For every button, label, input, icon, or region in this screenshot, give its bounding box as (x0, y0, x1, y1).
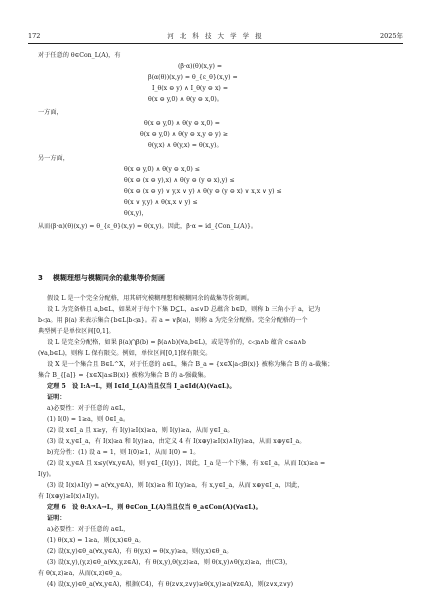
text-line: 典型例子是单位区间[0,1]。 (38, 328, 115, 335)
text-line: (∀a,b∈L)，则称 L 保有限交。例如，单位区间[0,1]保有限交。 (38, 350, 212, 357)
theorem-5: 定理 5 设 I:A→L，则 I∈Id_L(A)当且仅当 I_a∈Id(A)(∀a∈L)。 (47, 383, 236, 390)
text-line: 对于任意的 θ∈Con_L(A)，有 (38, 52, 121, 59)
section-number: 3 (38, 274, 43, 282)
proof-label: 证明： (47, 394, 66, 401)
text-line: a)必要性：对于任意的 a∈L， (47, 526, 130, 533)
equation-line: (β·α)(θ)(x,y) = (178, 63, 223, 70)
text-line: b)充分性：(1) 设 a = 1，则 I(0)≥1，从而 I(0) = 1。 (47, 449, 200, 456)
equation-line: θ(x ⊖ y,0) ∧ θ(y ⊖ x,0) ≤ (124, 166, 200, 173)
text-line: a)必要性：对于任意的 a∈L， (47, 405, 130, 412)
journal-name: 河 北 科 技 大 学 学 报 (167, 32, 264, 40)
text-line: 有 I(x⊕y)≥I(x)∧I(y)。 (38, 493, 104, 500)
text-line: (3) 设(x,y),(y,z)∈θ_a(∀x,y,z∈A)，有 θ(x,y),θ(y,z)≥a，则 θ(x,y)∧θ(y,z)≥a，由(C3)， (47, 559, 292, 566)
equation-line: θ(y,x) ∧ θ(y,x) = θ(x,y)。 (148, 142, 223, 149)
text-line: (2) 设(x,y)∈θ_a(∀x,y∈A)，有 θ(y,x) = θ(x,y)≥a，则(y,x)∈θ_a。 (47, 548, 233, 555)
proof-label: 证明： (47, 515, 66, 522)
text-line: (2) 设 x,y∈A 且 x≤y(∀x,y∈A)，则 y∈I_{I(y)}，因此，I_a 是一个下集，有 x∈I_a，从而 I(x)≥a = (47, 460, 326, 467)
equation-line: θ(x ⊖ (x ⊖ y) ∨ y,x ∨ y) ∧ θ(y ⊖ (y ⊖ x) ∨ x,x ∨ y) ≤ (124, 188, 282, 195)
section-heading (38, 273, 165, 283)
text-line: (3) 设 x,y∈I_a，有 I(x)≥a 和 I(y)≥a，由定义 4 有 I(x⊕y)≥I(x)∧I(y)≥a，从而 x⊕y∈I_a。 (47, 438, 306, 445)
text-line: 设 X 是一个集合且 B∈L^X，对于任意的 a∈L，集合 B_a = {x∈X|a◁B(x)} 被称为集合 B 的 a-截集； (47, 361, 334, 368)
text-line: (1) θ(x,x) = 1≥a，则(x,x)∈θ_a。 (47, 537, 145, 544)
text-line: 一方面， (38, 109, 63, 116)
equation-line: θ(x ⊖ y,0) ∧ θ(y ⊖ x,0) = (144, 120, 220, 127)
text-line: b◁a。用 β(a) 来表示集合{b∈L|b◁a}。若 a = ∨β(a)，则称 a 为完全分配格。完全分配格的一个 (38, 317, 308, 324)
text-line: 设 L 是完全分配格，如果 β(a)⋂β(b) = β(a∧b)(∀a,b∈L)，或是等价的，c◁a∧b 蕴含 c≤a∧b (47, 339, 306, 346)
page-number: 172 (28, 32, 41, 40)
text-line: I(y)。 (38, 471, 55, 478)
equation-line: θ(x ⊖ y,0) ∧ θ(y ⊖ x,y ⊖ y) ≥ (140, 131, 229, 138)
section-title: 模糊理想与模糊同余的截集等价刻画 (52, 274, 165, 282)
theorem-6: 定理 6 设 θ:A×A→L，则 θ∈Con_L(A)当且仅当 θ_a∈Con(A)(∀a∈L)。 (47, 504, 262, 511)
equation-line: θ(x ⊖ y,0) ∧ θ(y ⊖ x,0)。 (148, 96, 223, 103)
text-line: 假设 L 是一个完全分配格，用其研究模糊理想和模糊同余的截集等价刻画。 (47, 295, 254, 302)
running-header (28, 31, 403, 42)
equation-line: I_θ(x ⊖ y) ∧ I_θ(y ⊖ x) = (152, 85, 229, 92)
header-rule (28, 43, 403, 44)
equation-line: θ(x ⊖ (x ⊖ y),x) ∧ θ(y ⊖ (y ⊖ x),y) ≤ (124, 177, 235, 184)
text-line: 设 L 为完备格且 a,b∈L，如果对于每个下集 D⊆L，a≤∨D 总蕴含 b∈D，则称 b 三角小于 a，记为 (47, 306, 321, 313)
text-line: (2) 设 x∈I_a 且 x≥y，有 I(y)≥I(x)≥a，则 I(y)≥a，从而 y∈I_a。 (47, 427, 234, 434)
equation-line: θ(x ∨ y,y) ∧ θ(x,x ∨ y) ≤ (124, 199, 198, 206)
text-line: (1) I(0) = 1≥a，则 0∈I_a。 (47, 416, 130, 423)
text-line: (3) 设 I(x)∧I(y) = a(∀x,y∈A)，则 I(x)≥a 和 I(y)≥a，有 x,y∈I_a，从而 x⊕y∈I_a，因此， (47, 482, 304, 489)
equation-line: β(α(θ))(x,y) = θ_{ε_θ}(x,y) = (148, 74, 238, 81)
equation-line: θ(x,y)， (124, 210, 148, 217)
year: 2025年 (379, 32, 403, 40)
text-line: 另一方面， (38, 155, 69, 162)
text-line: 集合 B_{[a]} = {x∈X|a≤B(x)} 被称为集合 B 的 a-强截集。 (38, 372, 210, 379)
text-line: 从而(β·α)(θ)(x,y) = θ_{ε_θ}(x,y) = θ(x,y)。因此，β·α = id_{Con_L(A)}。 (38, 223, 258, 230)
text-line: (4) 设(x,y)∈θ_a(∀x,y∈A)，根据(C4)，有 θ(z∨x,z∨y)≥θ(x,y)≥a(∀z∈A)，则(z∨x,z∨y) (47, 581, 294, 588)
text-line: 有 θ(x,z)≥a，从而(x,z)∈θ_a。 (38, 570, 126, 577)
